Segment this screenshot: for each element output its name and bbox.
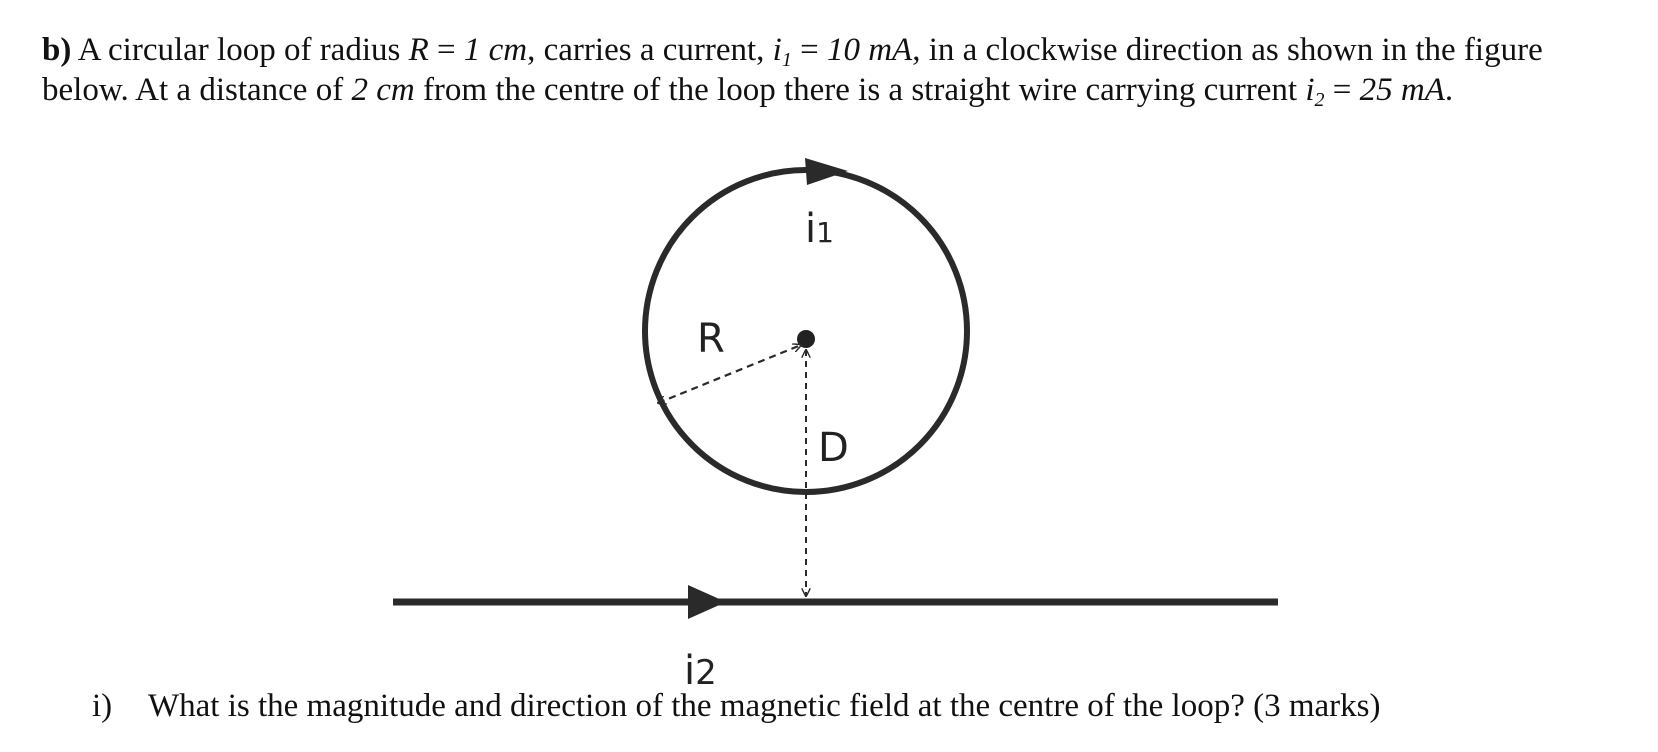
question-i (92, 686, 1380, 726)
wire-current-label: i2 (684, 648, 717, 694)
current-i1-equals: = (791, 32, 827, 68)
wire-current-label-subscript: 2 (695, 653, 717, 693)
wire-current-arrow (688, 585, 726, 619)
loop-current-label: i1 (805, 206, 834, 252)
question-number: i) (92, 688, 113, 724)
loop-current-label-subscript: 1 (816, 216, 834, 249)
after-distance-text: from the centre of the loop there is a straight wire carrying current (414, 72, 1306, 108)
radius-equals: = (428, 32, 464, 68)
part-label: b) (42, 32, 72, 68)
radius-symbol: R (408, 32, 429, 68)
sentence-end: . (1444, 72, 1454, 108)
current-i2-value: 25 mA (1359, 72, 1445, 108)
loop-centre-point (797, 330, 815, 348)
radius-label: R (697, 316, 725, 362)
intro-text: A circular loop of radius (71, 32, 409, 68)
after-i1-text: , in a clockwise direction as shown in the figure below. At a distance of (42, 32, 1543, 108)
distance-label: D (818, 425, 849, 471)
current-i2-subscript: 2 (1314, 89, 1325, 111)
current-i2-symbol: $i_2$ (1305, 72, 1325, 111)
radius-value: 1 cm (463, 32, 528, 68)
current-i2-equals: = (1324, 72, 1360, 108)
distance-value: 2 cm (351, 72, 415, 108)
after-radius-text: , carries a current, (527, 32, 773, 68)
question-text: What is the magnitude and direction of the magnetic field at the centre of the loop? (3 marks) (148, 688, 1381, 724)
radius-dimension-arrow (658, 345, 801, 403)
current-i1-value: 10 mA (826, 32, 913, 68)
current-i1-symbol: $i_1$ (772, 32, 792, 71)
loop-current-arrow (805, 158, 848, 185)
current-i1-subscript: 1 (781, 49, 792, 71)
